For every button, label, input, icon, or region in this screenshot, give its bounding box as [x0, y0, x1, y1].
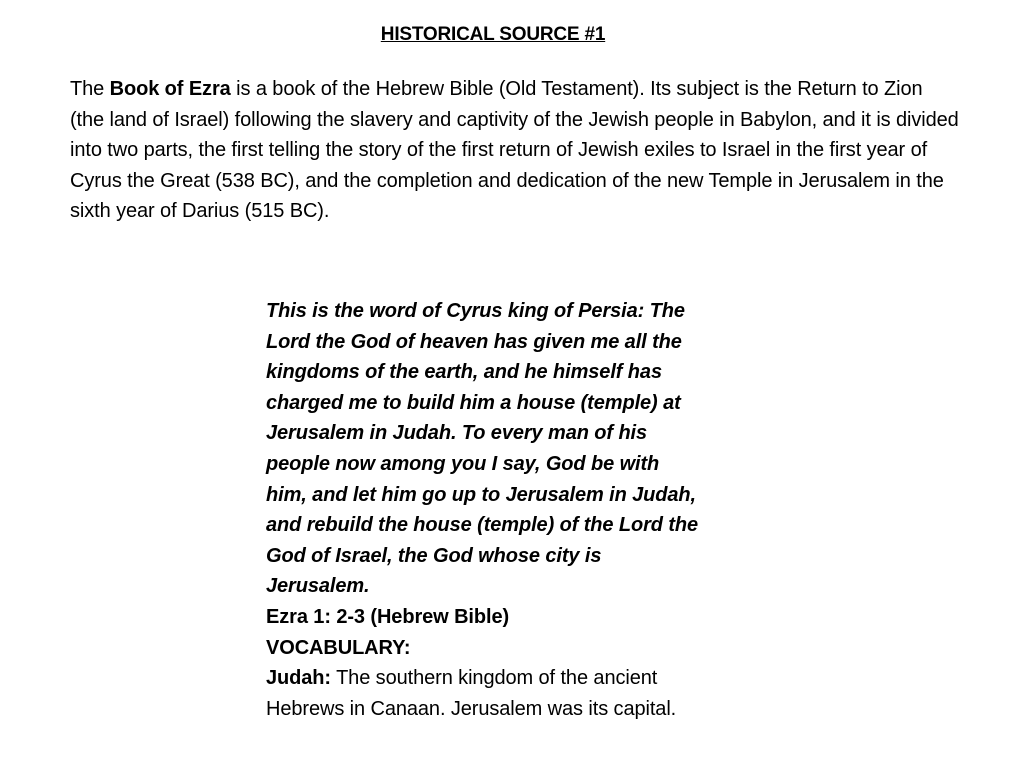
quote-line: Jerusalem in Judah. To every man of his — [266, 422, 648, 445]
intro-prefix: The — [70, 78, 110, 100]
intro-text: is a book of the Hebrew Bible (Old Testament). Its subject is the Return to Zion (the land of Israel) following the slavery and captivity of the Jewish people in Babylon, and it is divided into two parts, the first telling the story of the first return of Jewish exiles to Israel in the first year of Cyrus the Great (538 BC), and the completion and dedication of the new Temple in Jerusalem in the sixth year of Darius (515 BC). — [70, 78, 959, 223]
citation: Ezra 1: 2-3 (Hebrew Bible) — [266, 605, 510, 628]
quote-line: and rebuild the house (temple) of the Lord the — [266, 514, 699, 537]
quote-text — [266, 296, 766, 602]
book-name: Book of Ezra — [109, 78, 231, 100]
vocabulary-definition-continued: Hebrews in Canaan. Jerusalem was its capital. — [266, 697, 677, 720]
vocabulary-entry — [266, 663, 776, 694]
quote-line: charged me to build him a house (temple) at — [266, 391, 681, 414]
page-title: HISTORICAL SOURCE #1 — [380, 24, 606, 45]
vocabulary-term: Judah: — [266, 667, 331, 690]
vocabulary-heading: VOCABULARY: — [266, 636, 411, 659]
intro-paragraph — [70, 74, 960, 227]
quote-line: This is the word of Cyrus king of Persia: The — [266, 300, 685, 322]
quote-line: people now among you I say, God be with — [266, 452, 660, 475]
quote-line: Lord the God of heaven has given me all the — [266, 330, 682, 353]
quote-line: kingdoms of the earth, and he himself has — [266, 361, 662, 384]
quote-line: God of Israel, the God whose city is — [266, 544, 602, 567]
quote-line: him, and let him go up to Jerusalem in Judah, — [266, 483, 697, 506]
quote-line: Jerusalem. — [266, 575, 370, 598]
source-excerpt — [266, 296, 776, 724]
vocabulary-definition: The southern kingdom of the ancient — [330, 667, 658, 690]
